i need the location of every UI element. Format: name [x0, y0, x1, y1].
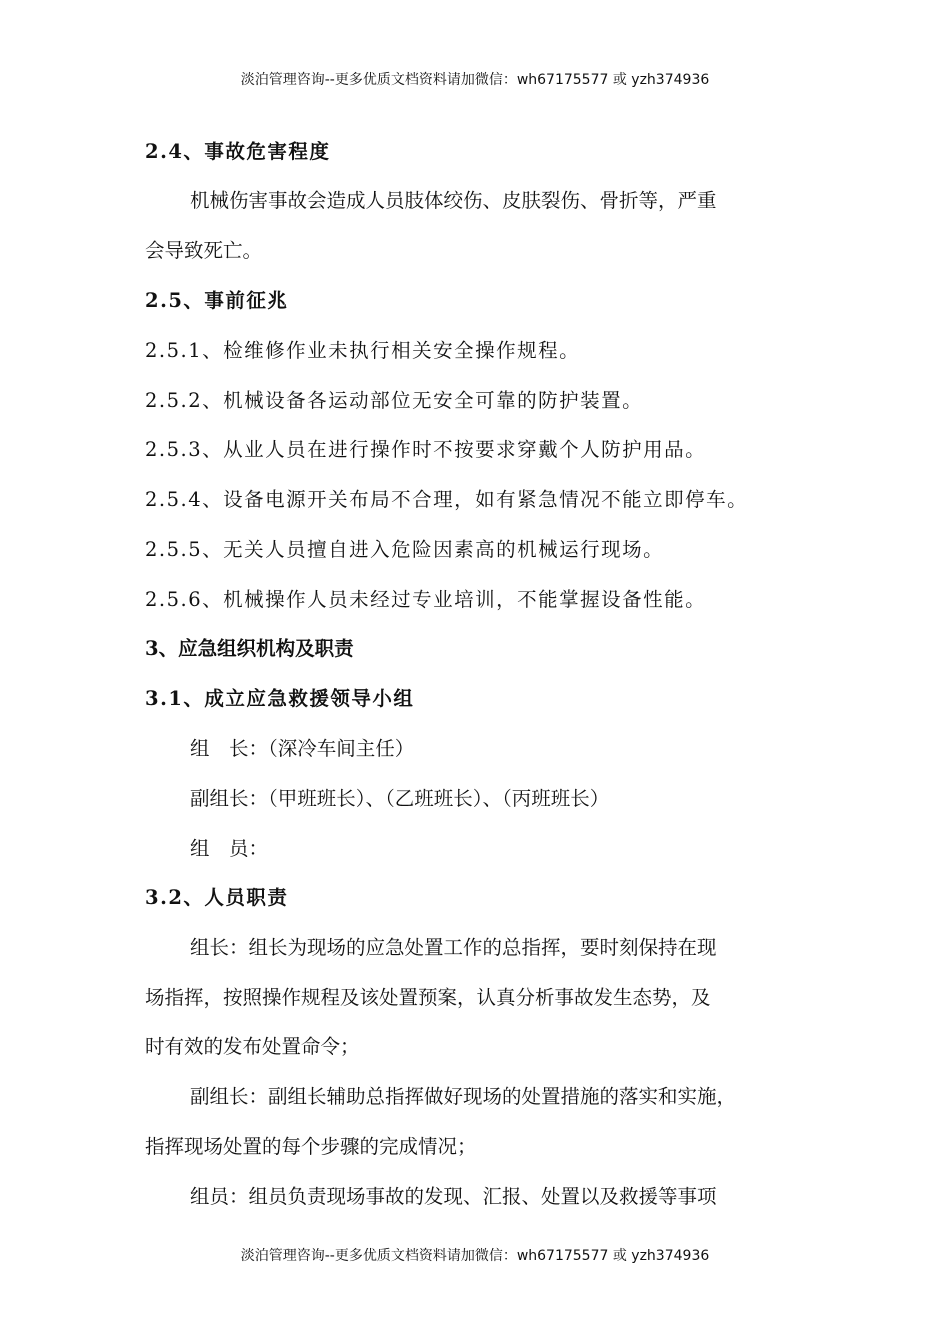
deputy-leader-line: 副组长：（甲班班长）、（乙班班长）、（丙班班长） [190, 787, 610, 810]
section-3-2-title: 3.2、人员职责 [145, 886, 289, 909]
list-item-2-5-1: 2.5.1、检维修作业未执行相关安全操作规程。 [145, 339, 581, 362]
page-footer: 淡泊管理咨询--更多优质文档资料请加微信：wh67175577 或 yzh374936 [240, 1248, 710, 1264]
section-2-4-title: 2.4、事故危害程度 [145, 140, 331, 163]
leader-duty-line-2: 场指挥，按照操作规程及该处置预案，认真分析事故发生态势，及 [145, 986, 711, 1009]
deputy-duty-line-1: 副组长：副组长辅助总指挥做好现场的处置措施的落实和实施， [190, 1085, 737, 1108]
list-item-2-5-4: 2.5.4、设备电源开关布局不合理，如有紧急情况不能立即停车。 [145, 488, 749, 511]
section-3-title: 3、应急组织机构及职责 [145, 637, 354, 660]
members-duty-line-1: 组员：组员负责现场事故的发现、汇报、处置以及救援等事项 [190, 1185, 717, 1208]
section-3-1-title: 3.1、成立应急救援领导小组 [145, 687, 415, 710]
list-item-2-5-5: 2.5.5、无关人员擅自进入危险因素高的机械运行现场。 [145, 538, 665, 561]
leader-duty-line-1: 组长：组长为现场的应急处置工作的总指挥，要时刻保持在现 [190, 936, 717, 959]
members-line: 组 员： [190, 837, 269, 860]
list-item-2-5-2: 2.5.2、机械设备各运动部位无安全可靠的防护装置。 [145, 389, 644, 412]
list-item-2-5-3: 2.5.3、从业人员在进行操作时不按要求穿戴个人防护用品。 [145, 438, 707, 461]
section-2-5-title: 2.5、事前征兆 [145, 289, 289, 312]
deputy-duty-line-2: 指挥现场处置的每个步骤的完成情况； [145, 1135, 477, 1158]
leader-duty-line-3: 时有效的发布处置命令； [145, 1035, 360, 1058]
group-leader-line: 组 长：（深冷车间主任） [190, 737, 415, 760]
list-item-2-5-6: 2.5.6、机械操作人员未经过专业培训，不能掌握设备性能。 [145, 588, 707, 611]
page-header: 淡泊管理咨询--更多优质文档资料请加微信：wh67175577 或 yzh374936 [240, 72, 710, 88]
section-2-4-paragraph-line-2: 会导致死亡。 [145, 239, 263, 262]
section-2-4-paragraph-line-1: 机械伤害事故会造成人员肢体绞伤、皮肤裂伤、骨折等，严重 [190, 189, 717, 212]
